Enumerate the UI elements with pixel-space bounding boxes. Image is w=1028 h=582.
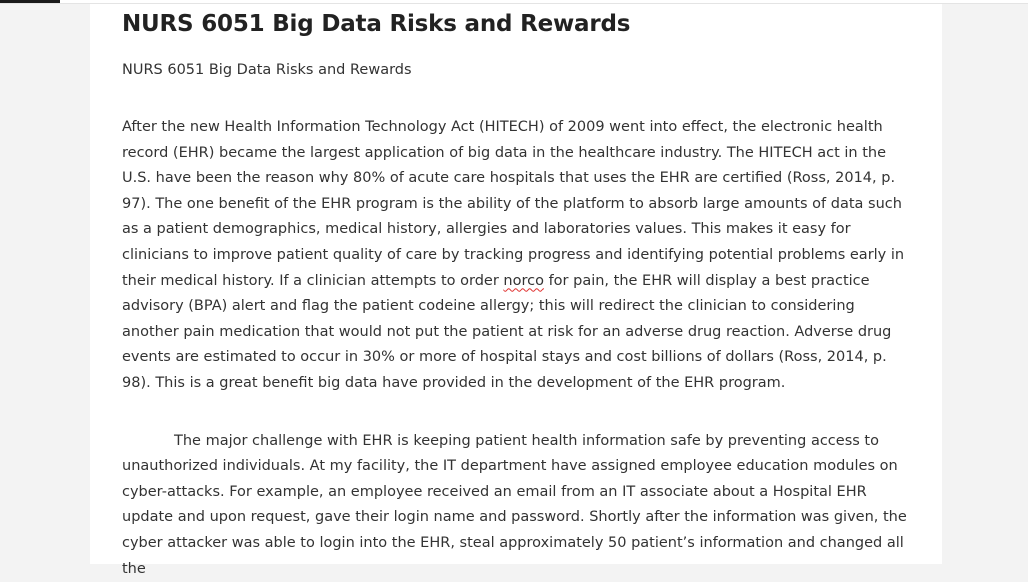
page-title: NURS 6051 Big Data Risks and Rewards	[122, 11, 631, 37]
spellcheck-flagged-word[interactable]: norco	[503, 272, 544, 289]
paragraph-1-text-end: for pain, the EHR will display a best practice advisory (BPA) alert and flag the patient codeine allergy; this will redirect the clinician to considering another pain medication that would not put the patient at risk for an adverse drug reaction. Adverse drug events are estimated to occur in 30% or more of hospital stays and cost billions of dollars (Ross, 2014, p. 98). This is a great benefit big data have provided in the development of the EHR program.	[122, 272, 892, 391]
paragraph-2-text: The major challenge with EHR is keeping patient health information safe by preventing access to unauthorized individuals. At my facility, the IT department have assigned employee education modules on cyber-attacks. For example, an employee received an email from an IT associate about a Hospital EHR update and upon request, gave their login name and password. Shortly after the information was given, the cyber attacker was able to login into the EHR, steal approximately 50 patient’s information and changed all the	[122, 432, 907, 577]
paragraph-2	[122, 429, 912, 582]
paragraph-1	[122, 115, 912, 397]
paragraph-1-text-start: After the new Health Information Technology Act (HITECH) of 2009 went into effect, the electronic health record (EHR) became the largest application of big data in the healthcare industry. The HITECH act in the U.S. have been the reason why 80% of acute care hospitals that uses the EHR are certified (Ross, 2014, p. 97). The one benefit of the EHR program is the ability of the platform to absorb large amounts of data such as a patient demographics, medical history, allergies and laboratories values. This makes it easy for clinicians to improve patient quality of care by tracking progress and identifying potential problems early in their medical history. If a clinician attempts to order	[122, 119, 905, 289]
article-card	[90, 4, 942, 577]
article-subtitle: NURS 6051 Big Data Risks and Rewards	[122, 62, 412, 78]
top-bar-accent	[0, 0, 60, 3]
article-content	[122, 4, 912, 582]
